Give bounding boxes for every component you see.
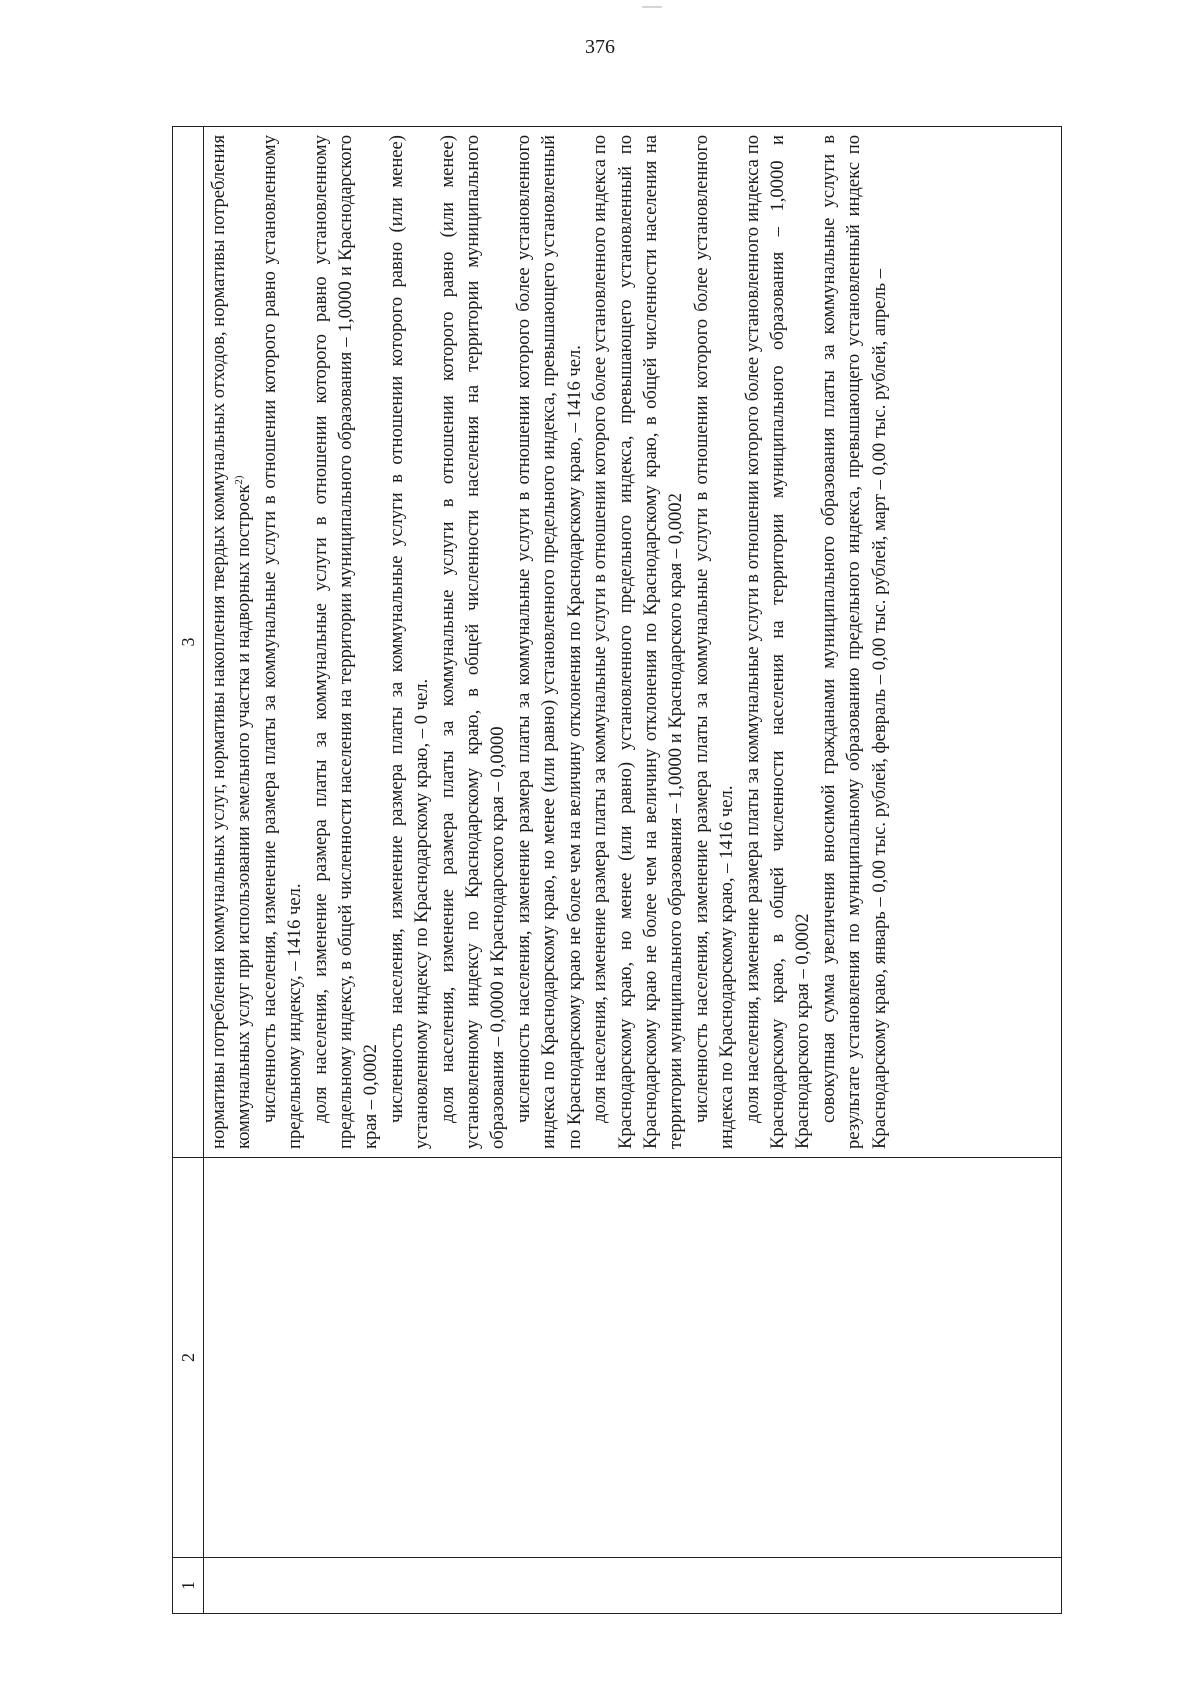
header-col-1: 1 [173, 1557, 203, 1613]
cell-col-3 [204, 127, 1061, 1157]
paragraph: численность населения, изменение размера платы за коммунальные услуги в отношении которого более установленного индекса по Краснодарскому краю, – 1416 чел. [690, 135, 738, 1149]
data-table [172, 126, 1062, 1614]
paragraph: численность населения, изменение размера платы за коммунальные услуги в отношении которого более установленного индекса по Краснодарскому краю, но менее (или равно) установленного предельного индекса, превышающего установленный по Краснодарскому краю не более чем на величину отклонения по Краснодарскому краю, – 1416 чел. [512, 135, 585, 1149]
scan-mark [642, 6, 662, 8]
table-wrapper [172, 126, 1062, 1614]
table-row [204, 127, 1061, 1613]
paragraph: доля населения, изменение размера платы за коммунальные услуги в отношении которого более установленного индекса по Краснодарскому краю, но менее (или равно) установленного предельного индекса, превышающего установленный по Краснодарскому краю не более чем на величину отклонения по Краснодарскому краю, в общей численности населения на территории муниципального образования – 1,0000 и Краснодарского края – 0,0002 [589, 135, 687, 1149]
cell-col-1 [204, 1557, 1061, 1613]
paragraph: численность населения, изменение размера платы за коммунальные услуги в отношении которого равно установленному предельному индексу, – 1416 чел. [258, 135, 306, 1149]
header-col-3: 3 [178, 637, 198, 647]
paragraph: доля населения, изменение размера платы за коммунальные услуги в отношении которого более установленного индекса по Краснодарскому краю, в общей численности населения на территории муниципального образования – 1,0000 и Краснодарского края – 0,0002 [741, 135, 814, 1149]
footnote-marker: 2) [233, 475, 246, 485]
paragraph: доля населения, изменение размера платы за коммунальные услуги в отношении которого равно установленному предельному индексу, в общей численности населения на территории муниципального образования – 1,0000 и Краснодарского края – 0,0002 [309, 135, 382, 1149]
page-number: 376 [585, 36, 615, 58]
header-col-2: 2 [173, 1157, 203, 1557]
table-header-row [173, 127, 204, 1613]
paragraph: нормативы потребления коммунальных услуг, нормативы накопления твердых коммунальных отходов, нормативы потребления коммунальных услуг при использовании земельного участка и надворных построек$^{2)}$ [208, 135, 255, 1149]
paragraph: доля населения, изменение размера платы за коммунальные услуги в отношении которого равно (или менее) установленному индексу по Краснодарскому краю, в общей численности населения на территории муниципального образования – 0,0000 и Краснодарского края – 0,0000 [436, 135, 509, 1149]
paragraph: совокупная сумма увеличения вносимой гражданами муниципального образования платы за коммунальные услуги в результате установления по муниципальному образованию предельного индекса, превышающего установленный индекс по Краснодарскому краю, январь – 0,00 тыс. рублей, февраль – 0,00 тыс. рублей, март – 0,00 тыс. рублей, апрель – [817, 135, 890, 1149]
cell-col-2 [204, 1157, 1061, 1557]
paragraph: численность населения, изменение размера платы за коммунальные услуги в отношении которого равно (или менее) установленному индексу по Краснодарскому краю, – 0 чел. [385, 135, 433, 1149]
